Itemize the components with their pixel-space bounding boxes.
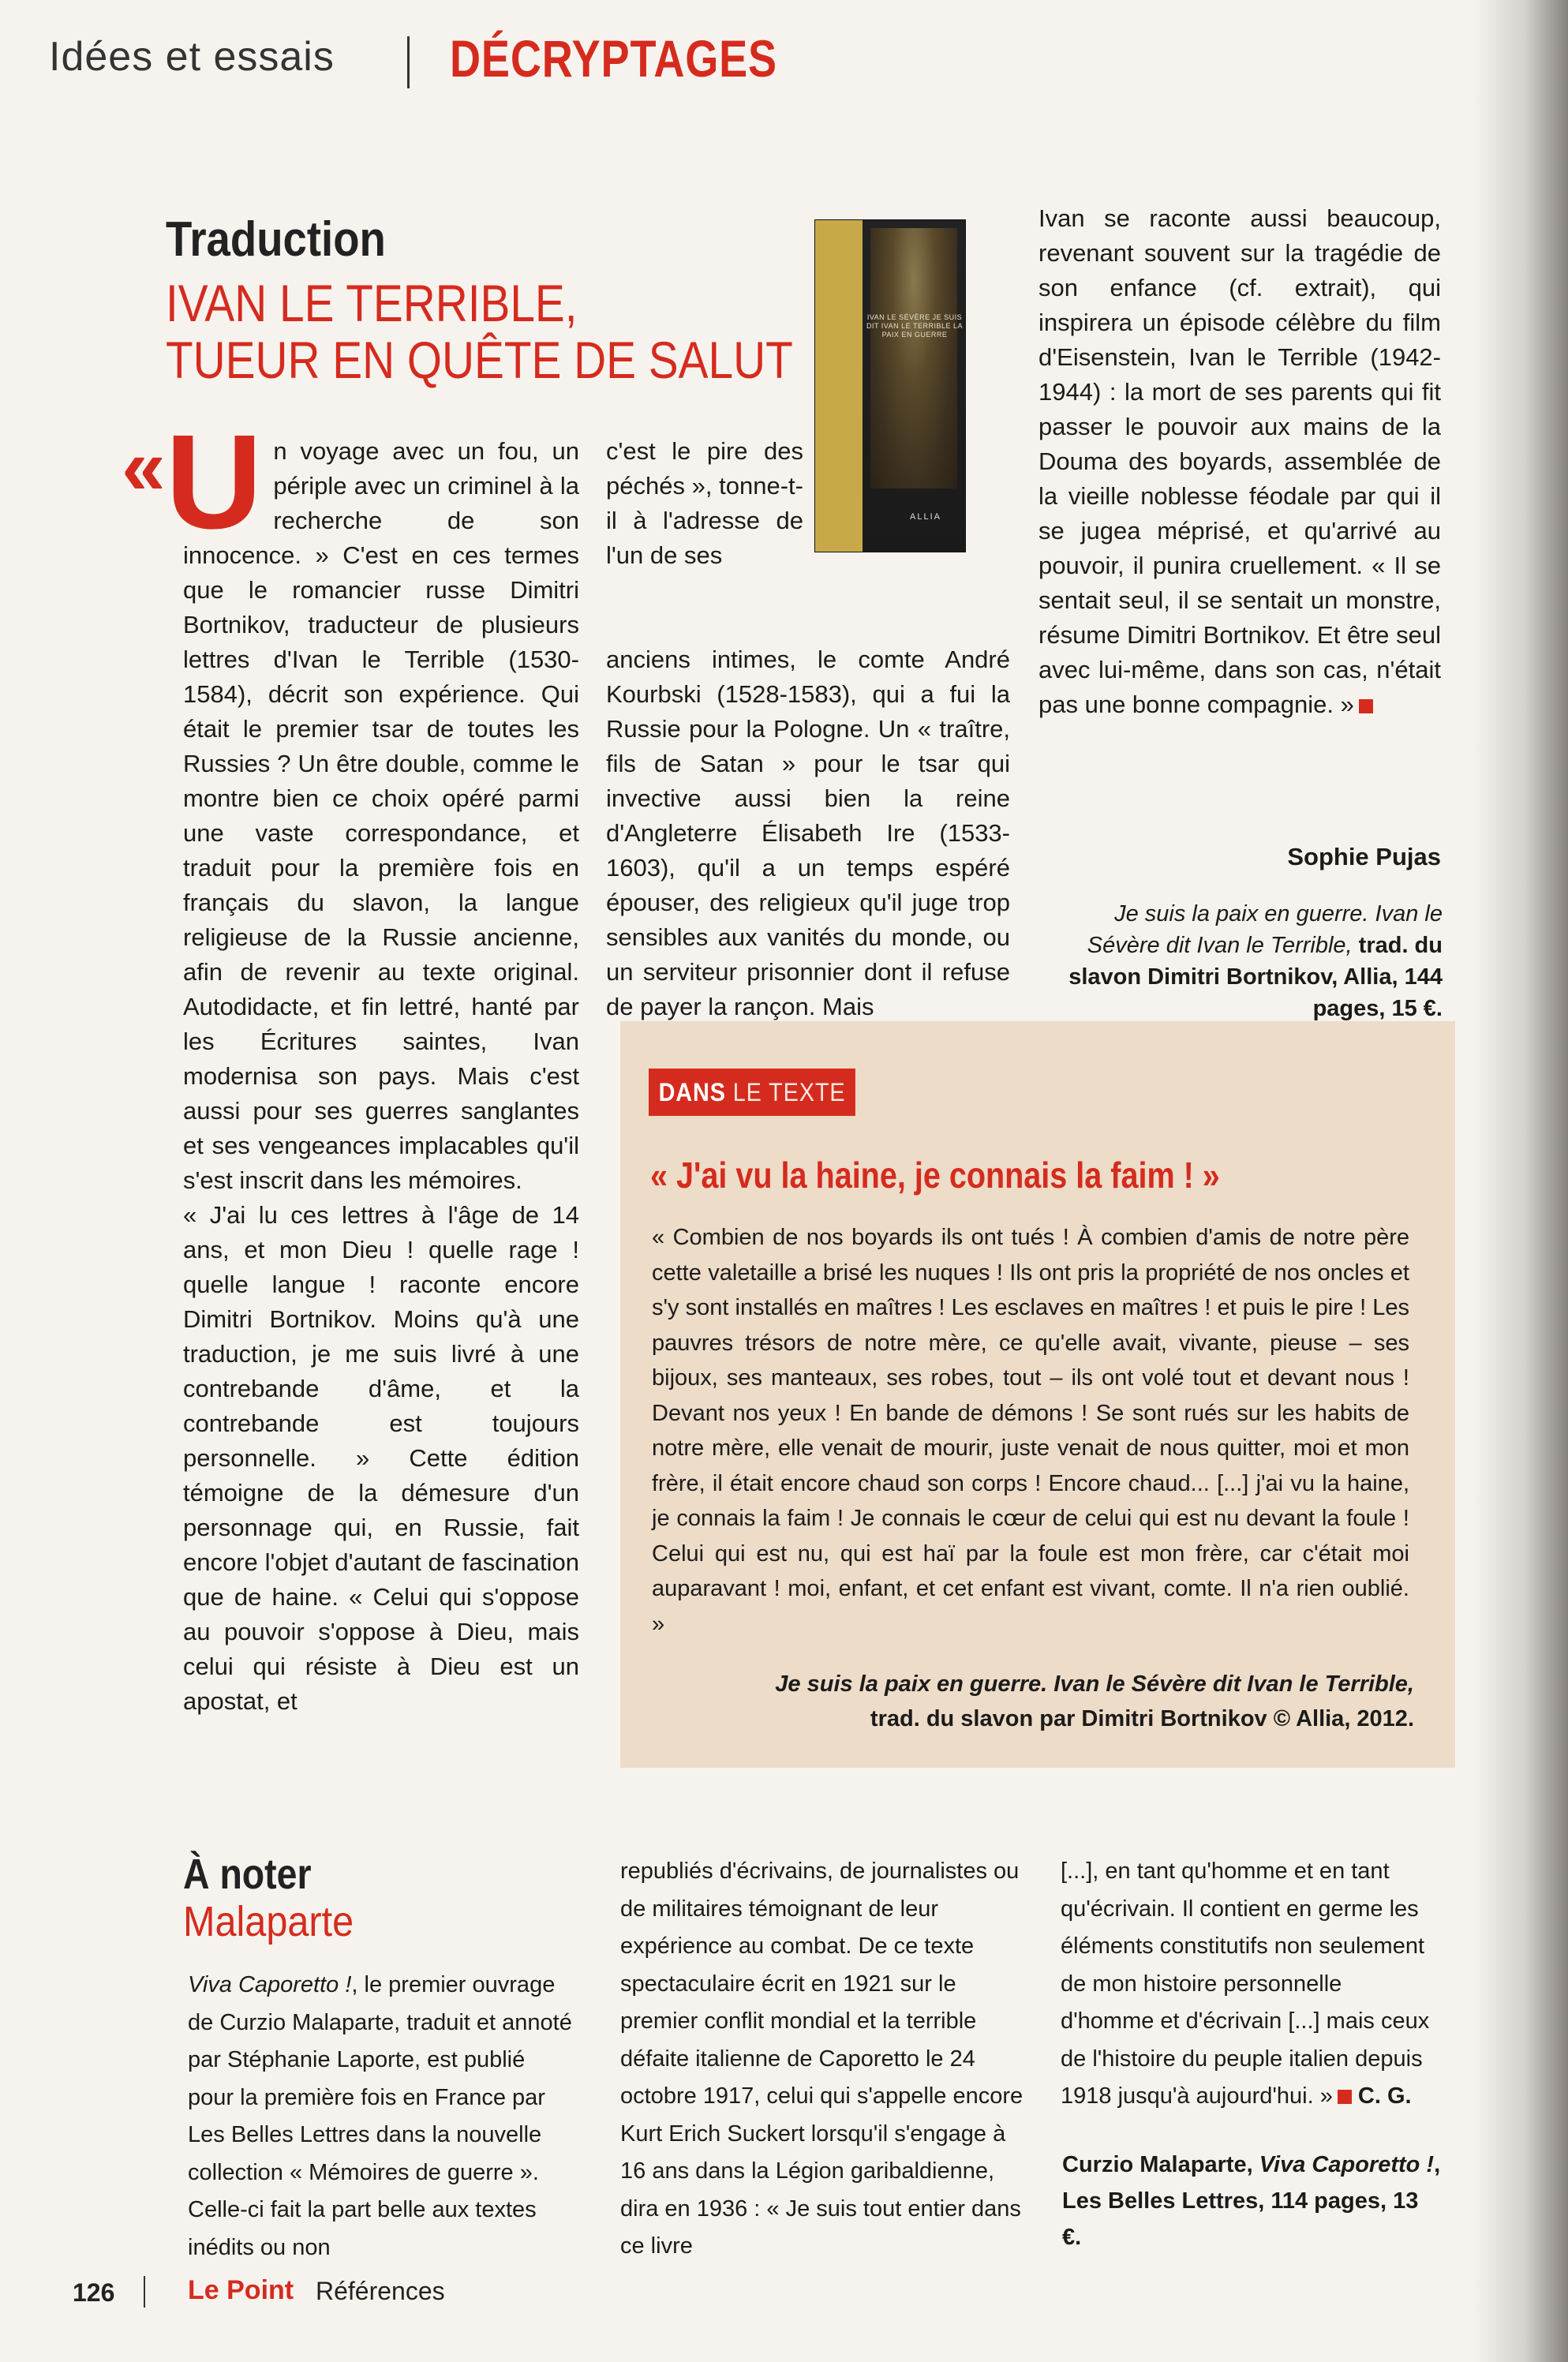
note-column-3: [...], en tant qu'homme et en tant qu'écrivain. Il contient en germe les éléments constitutifs non seulement de mon histoire personnelle d'homme et d'écrivain [...] mais ceux de l'histoire du peuple italien depuis 1918 jusqu'à aujourd'hui. » C. G.	[1061, 1859, 1430, 2109]
note-column-1: Viva Caporetto !, le premier ouvrage de Curzio Malaparte, traduit et annoté par Stéphanie Laporte, est publié pour la première fois en France par Les Belles Lettres dans la nouvelle collection « Mémoires de guerre ». Celle-ci fait la part belle aux textes inédits ou non	[188, 1972, 572, 2260]
cover-publisher: ALLIA	[910, 512, 941, 522]
excerpt-body: « Combien de nos boyards ils ont tués ! À combien d'amis de notre père cette valetaille a brisé les nuques ! Ils ont pris la propriété de nos oncles et s'y sont installés en maîtres ! Les esclaves en maîtres ! et puis le pire ! Les pauvres trésors de notre mère, ce qu'elle avait, vivante, pieuse – ses bijoux, ses manteaux, ses robes, tout – ils ont volé tout et devant nous ! Devant nos yeux ! En bande de démons ! Se sont rués sur les habits de notre mère, elle venait de mourir, juste venait de nous quitter, moi et mon frère, il était encore chaud son corps ! Encore chaud... [...] j'ai vu la haine, je connais la faim ! Je connais le cœur de celui qui est nu devant la foule ! Celui qui est nu, qui est haï par la foule est mon frère, car c'était moi auparavant ! moi, enfant, et cet enfant est vivant, comte. Il n'a rien oublié. »	[652, 1225, 1409, 1637]
article-kicker: Traduction	[166, 212, 386, 267]
rubric-title: DÉCRYPTAGES	[450, 29, 777, 88]
article-column-3	[1038, 201, 1441, 722]
end-mark-icon	[1338, 2090, 1352, 2104]
end-mark-icon	[1359, 699, 1373, 713]
note-book-reference: Curzio Malaparte, Viva Caporetto !, Les Belles Lettres, 114 pages, 13 €.	[1062, 2152, 1441, 2250]
article-paragraph: «U n voyage avec un fou, un périple avec un criminel à la recherche de son innocence. » C'est en ces termes que le romancier russe Dimitri Bortnikov, traducteur de plusieurs lettres d'Ivan le Terrible (1530-1584), décrit son expérience. Qui était le premier tsar de toutes les Russies ? Un être double, comme le montre bien ce choix opéré parmi une vaste correspondance, et traduit pour la première fois en français du slavon, la langue religieuse de la Russie ancienne, afin de revenir au texte original. Autodidacte, et fin lettré, hanté par les Écritures saintes, Ivan modernisa son pays. Mais c'est aussi pour ses guerres sanglantes et ses vengeances implacables qu'il s'est inscrit dans les mémoires.	[122, 407, 579, 1194]
article-headline	[166, 275, 793, 388]
cover-title: IVAN LE SÉVÈRE JE SUIS DIT IVAN LE TERRIBLE LA PAIX EN GUERRE	[866, 313, 964, 339]
magazine-brand: Le Point	[188, 2275, 294, 2305]
text-beside-cover: c'est le pire des péchés », tonne-t-il à l'adresse de l'un de ses	[606, 437, 803, 569]
headline-line-1: IVAN LE TERRIBLE,	[166, 274, 578, 332]
headline-line-2: TUEUR EN QUÊTE DE SALUT	[166, 331, 793, 389]
note-kicker: À noter	[183, 1851, 312, 1898]
note-title: Malaparte	[183, 1898, 354, 1945]
article-paragraph: « J'ai lu ces lettres à l'âge de 14 ans, et mon Dieu ! quelle rage ! quelle langue ! raconte encore Dimitri Bortnikov. Moins qu'à une traduction, je me suis livré à une contrebande d'âme, et la contrebande est toujours personnelle. » Cette édition témoigne de la démesure d'un personnage qui, en Russie, fait encore l'objet d'autant de fascination que de haine. « Celui qui s'oppose au pouvoir s'oppose à Dieu, mais celui qui résiste à Dieu est un apostat, et	[183, 1201, 579, 1715]
drop-cap: «U	[122, 407, 263, 557]
excerpt-box	[620, 1021, 1455, 1768]
article-paragraph: Ivan se raconte aussi beaucoup, revenant souvent sur la tragédie de son enfance (cf. extrait), qui inspirera un épisode célèbre du film d'Eisenstein, Ivan le Terrible (1942-1944) : la mort de ses parents qui fit passer le pouvoir aux mains de la Douma des boyards, assemblée de la vieille noblesse féodale par qui il se jugea méprisé, et qu'arrivé au pouvoir, il punira cruellement. « Il se sentait seul, il se sentait un monstre, résume Dimitri Bortnikov. Et être seul avec lui-même, dans son cas, n'était pas une bonne compagnie. »	[1038, 204, 1441, 718]
footer-divider	[144, 2276, 145, 2308]
magazine-subtitle: Références	[316, 2277, 445, 2305]
article-column-1	[122, 407, 579, 1719]
excerpt-title: « J'ai vu la haine, je connais la faim ! »	[650, 1155, 1220, 1196]
excerpt-tag: DANS LE TEXTE	[649, 1069, 855, 1116]
note-initials: C. G.	[1357, 2083, 1412, 2109]
note-column-2: republiés d'écrivains, de journalistes ou de militaires témoignant de leur expérience au combat. De ce texte spectaculaire écrit en 1921 sur le premier conflit mondial et la terrible défaite italienne de Caporetto le 24 octobre 1917, celui qui s'appelle encore Kurt Erich Suckert lorsqu'il s'engage à 16 ans dans la Légion garibaldienne, dira en 1936 : « Je suis tout entier dans ce livre	[620, 1859, 1024, 2259]
article-column-2	[606, 434, 1010, 1024]
excerpt-source: Je suis la paix en guerre. Ivan le Sévère dit Ivan le Terrible, trad. du slavon par Dimitri Bortnikov © Allia, 2012.	[775, 1671, 1414, 1731]
page-fold-shadow	[1473, 0, 1568, 2362]
page-number: 126	[73, 2278, 115, 2307]
book-reference: Je suis la paix en guerre. Ivan le Sévère dit Ivan le Terrible, trad. du slavon Dimitri Bortnikov, Allia, 144 pages, 15 €.	[1068, 901, 1443, 1021]
section-title: Idées et essais	[49, 34, 335, 80]
header-divider	[407, 36, 410, 88]
article-paragraph: anciens intimes, le comte André Kourbski (1528-1583), qui a fui la Russie pour la Pologne. Un « traître, fils de Satan » pour le tsar qui invective aussi bien la reine d'Angleterre Élisabeth Ire (1533-1603), qu'il a un temps espéré épouser, des religieux qu'il juge trop sensibles aux vanités du monde, ou un serviteur prisonnier dont il refuse de payer la rançon. Mais	[606, 646, 1010, 1020]
author-byline: Sophie Pujas	[1287, 843, 1441, 870]
